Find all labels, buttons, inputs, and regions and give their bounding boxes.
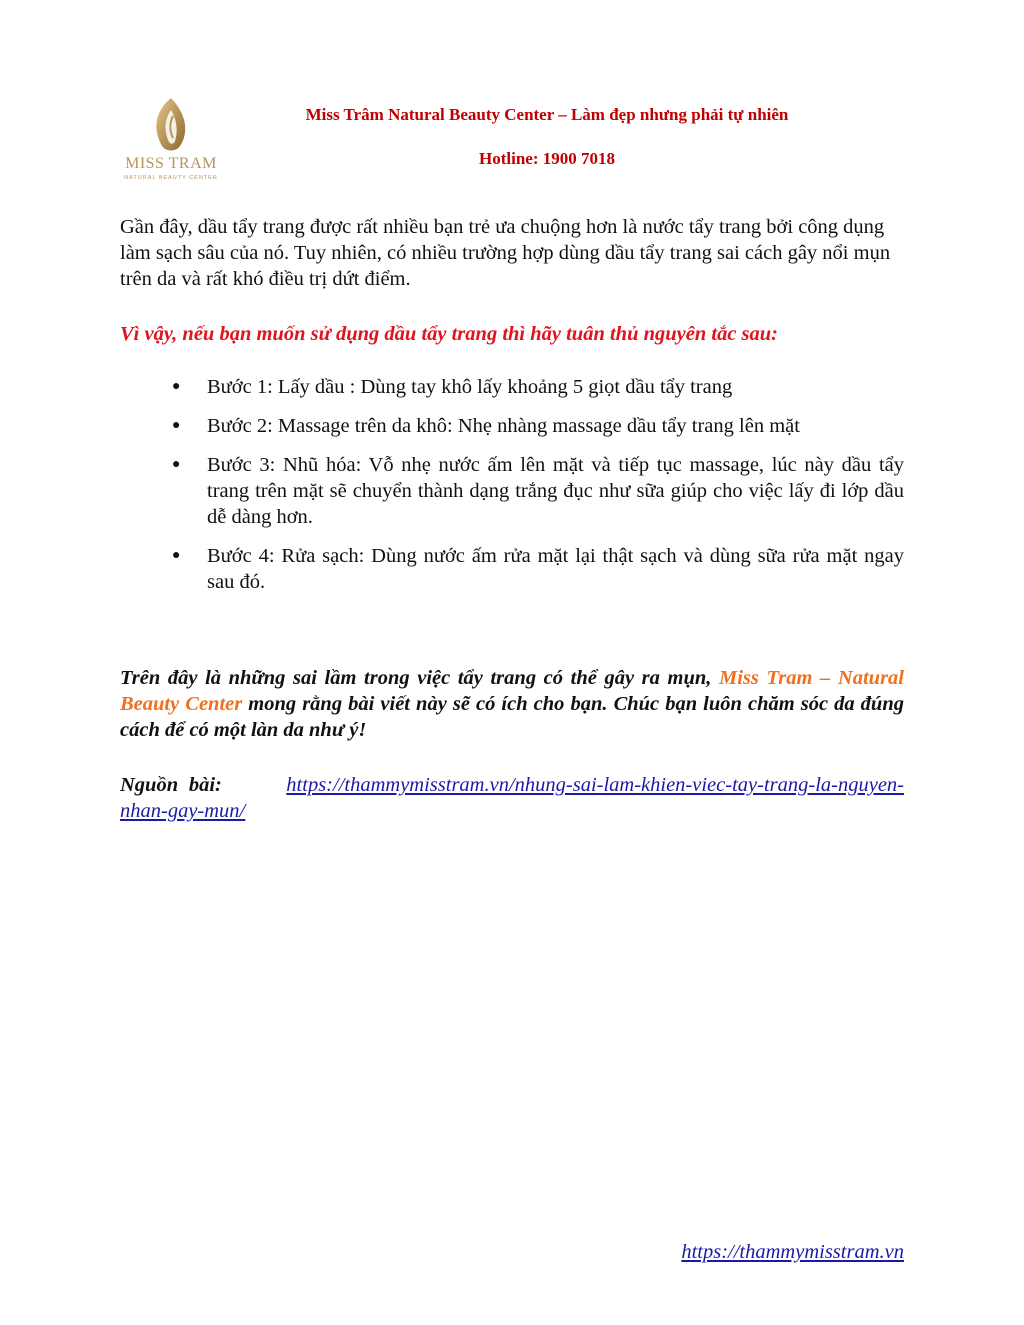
brand-name: Miss Tram – Natural Beauty Center bbox=[120, 667, 905, 715]
list-item bbox=[170, 374, 904, 400]
step-text: Bước 4: Rửa sạch: Dùng nước ấm rửa mặt lại thật sạch và dùng sữa rửa mặt ngay sau đó. bbox=[207, 545, 904, 593]
footer-link[interactable]: https://thammymisstram.vn bbox=[681, 1241, 904, 1263]
footer bbox=[600, 1239, 904, 1265]
source-label: Nguồn bài: bbox=[120, 774, 222, 796]
source-line bbox=[120, 772, 904, 824]
conclusion-paragraph bbox=[120, 665, 904, 743]
steps-list bbox=[170, 374, 904, 608]
list-item bbox=[170, 543, 904, 595]
flame-face-icon bbox=[118, 96, 224, 156]
header-hotline: Hotline: 1900 7018 bbox=[479, 149, 615, 168]
list-item bbox=[170, 452, 904, 530]
source-link[interactable]: https://thammymisstram.vn/nhung-sai-lam-khien-viec-tay-trang-la-nguyen-nhan-gay-mun/ bbox=[120, 774, 904, 822]
bullet-icon: ● bbox=[172, 548, 181, 563]
logo-name: MISS TRAM bbox=[125, 155, 217, 172]
step-text: Bước 3: Nhũ hóa: Vỗ nhẹ nước ấm lên mặt và tiếp tục massage, lúc này dầu tẩy trang trên mặt sẽ chuyển thành dạng trắng đục như sữa giúp cho việc lấy đi lớp dầu dễ dàng hơn. bbox=[207, 454, 904, 528]
step-text: Bước 1: Lấy dầu : Dùng tay khô lấy khoảng 5 giọt dầu tẩy trang bbox=[207, 376, 733, 398]
miss-tram-logo bbox=[118, 96, 224, 188]
logo-subtitle: NATURAL BEAUTY CENTER bbox=[124, 175, 218, 181]
conclusion-text: mong rằng bài viết này sẽ có ích cho bạn. Chúc bạn luôn chăm sóc da đúng cách để có một làn da như ý! bbox=[120, 693, 904, 741]
bullet-icon: ● bbox=[172, 457, 181, 472]
header-title: Miss Trâm Natural Beauty Center – Làm đẹp nhưng phải tự nhiên bbox=[305, 105, 789, 124]
bullet-icon: ● bbox=[172, 418, 181, 433]
lead-heading: Vì vậy, nếu bạn muốn sử dụng dầu tẩy trang thì hãy tuân thủ nguyên tắc sau: bbox=[120, 323, 779, 345]
bullet-icon: ● bbox=[172, 379, 181, 394]
list-item bbox=[170, 413, 904, 439]
intro-paragraph: Gần đây, dầu tẩy trang được rất nhiều bạn trẻ ưa chuộng hơn là nước tẩy trang bởi công dụng làm sạch sâu của nó. Tuy nhiên, có nhiều trường hợp dùng dầu tẩy trang sai cách gây nổi mụn trên da và rất khó điều trị dứt điểm. bbox=[120, 216, 891, 290]
conclusion-text: Trên đây là những sai lầm trong việc tẩy trang có thể gây ra mụn, bbox=[120, 667, 720, 689]
step-text: Bước 2: Massage trên da khô: Nhẹ nhàng massage dầu tẩy trang lên mặt bbox=[207, 415, 800, 437]
